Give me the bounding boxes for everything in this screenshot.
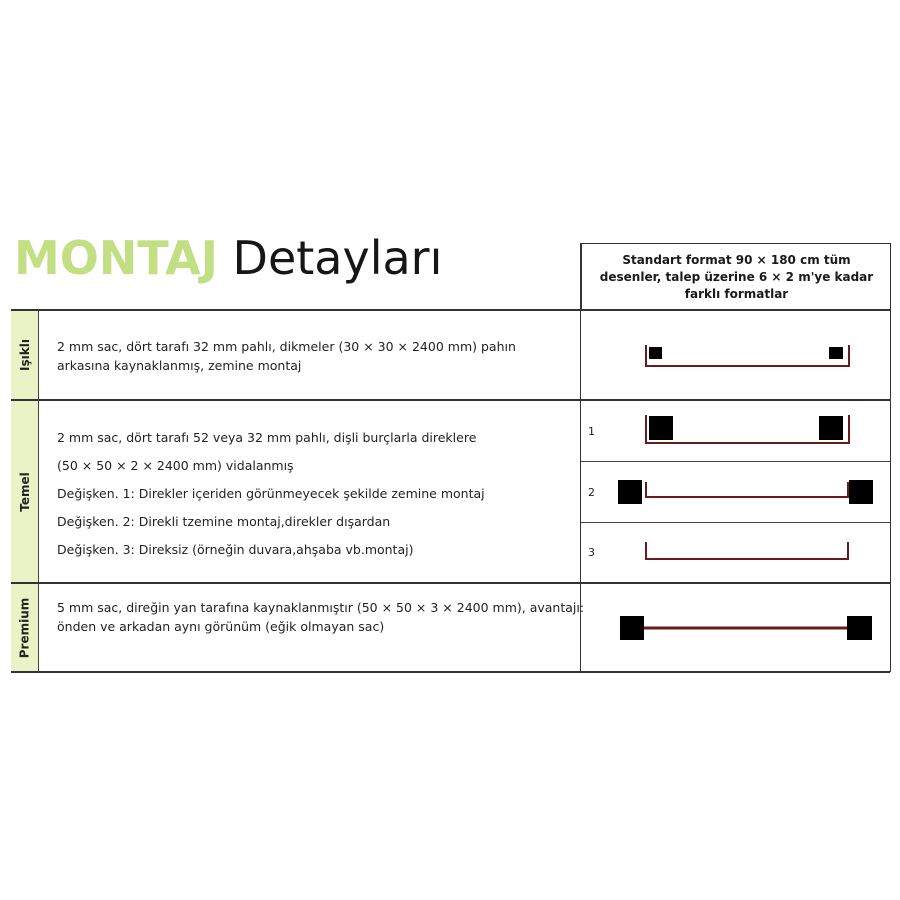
post bbox=[649, 347, 662, 359]
variant-number: 1 bbox=[588, 425, 595, 438]
row-label: Temel bbox=[17, 471, 32, 512]
post bbox=[819, 416, 843, 440]
sheet-profile bbox=[646, 542, 848, 559]
mounting-diagram-variant-3 bbox=[582, 523, 890, 583]
post bbox=[649, 416, 673, 440]
description-line: 2 mm sac, dört tarafı 32 mm pahlı, dikmeler (30 × 30 × 2400 mm) pahın bbox=[57, 339, 516, 354]
description-line: arkasına kaynaklanmış, zemine montaj bbox=[57, 358, 302, 373]
description-line: Değişken. 2: Direkli tzemine montaj,direkler dışardan bbox=[57, 514, 391, 529]
description-line: 5 mm sac, direğin yan tarafına kaynaklanmıştır (50 × 50 × 3 × 2400 mm), avantajı: bbox=[57, 600, 585, 615]
row-description bbox=[57, 424, 485, 564]
row-label-tab bbox=[11, 584, 39, 671]
sheet-profile bbox=[646, 415, 849, 443]
description-line: Değişken. 1: Direkler içeriden görünmeyecek şekilde zemine montaj bbox=[57, 486, 485, 501]
sheet-profile bbox=[646, 482, 848, 497]
mounting-diagram-variant-1 bbox=[582, 401, 890, 461]
table-right-border bbox=[890, 243, 891, 672]
mounting-diagram-variant-2 bbox=[582, 462, 890, 522]
sheet-profile bbox=[646, 345, 849, 366]
description-line: Değişken. 3: Direksiz (örneğin duvara,ahşaba vb.montaj) bbox=[57, 542, 414, 557]
row-label: Işıklı bbox=[17, 339, 32, 371]
mounting-diagram-isikli bbox=[582, 311, 890, 399]
post bbox=[620, 616, 644, 640]
post bbox=[829, 347, 843, 359]
row-description bbox=[57, 337, 516, 375]
table-bottom-border bbox=[11, 671, 890, 673]
description-line: 2 mm sac, dört tarafı 52 veya 32 mm pahlı, dişli burçlarla direklere bbox=[57, 430, 477, 445]
row-label: Premium bbox=[17, 597, 32, 658]
post bbox=[849, 480, 873, 504]
row-description bbox=[57, 598, 584, 636]
description-line: (50 × 50 × 2 × 2400 mm) vidalanmış bbox=[57, 458, 294, 473]
variant-number: 3 bbox=[588, 546, 595, 559]
title-rest: Detayları bbox=[232, 231, 443, 285]
variant-number: 2 bbox=[588, 486, 595, 499]
row-label-tab bbox=[11, 401, 39, 582]
post bbox=[847, 616, 872, 640]
row-label-tab bbox=[11, 311, 39, 399]
format-note: Standart format 90 × 180 cm tüm desenler, talep üzerine 6 × 2 m'ye kadar farklı formatlar bbox=[599, 252, 874, 301]
title-accent: MONTAJ bbox=[14, 231, 218, 285]
mounting-diagram-premium bbox=[582, 584, 890, 671]
page-title bbox=[14, 228, 442, 288]
description-line: önden ve arkadan aynı görünüm (eğik olmayan sac) bbox=[57, 619, 385, 634]
format-note-cell bbox=[581, 243, 891, 310]
post bbox=[618, 480, 642, 504]
